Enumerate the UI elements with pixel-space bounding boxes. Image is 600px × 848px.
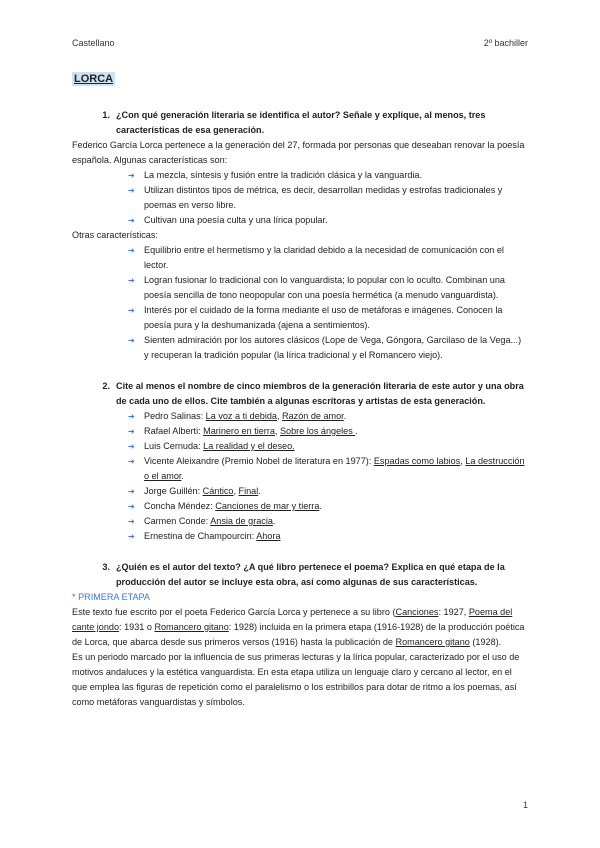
list-item: ➔ Cultivan una poesía culta y una lírica popular. <box>128 213 528 228</box>
authors-list <box>72 409 528 544</box>
author-item: ➔ Concha Méndez: Canciones de mar y tierra. <box>128 499 528 514</box>
work-title: Ahora <box>256 531 281 541</box>
header-subject: Castellano <box>72 38 115 48</box>
question-number: 2. <box>102 381 110 391</box>
work-title: Ansia de gracia <box>210 516 273 526</box>
work-title: Espadas como labios <box>373 456 461 466</box>
question-text: ¿Quién es el autor del texto? ¿A qué libro pertenece el poema? Explica en qué etapa de la producción del autor se incluye esta obra, así como algunas de sus características. <box>116 562 505 587</box>
others-label: Otras características: <box>72 230 158 240</box>
author-item: ➔ Jorge Guillén: Cántico, Final. <box>128 484 528 499</box>
answer-paragraph-1: Este texto fue escrito por el poeta Federico García Lorca y pertenece a su libro (Canciones: 1927, Poema del cante jondo: 1931 o Romancero gitano: 1928) incluida en la primera etapa (1916-1928) de la producción poética de Lorca, que abarca desde sus primeros versos (1916) hasta la publicación de Romancero gitano (1928). <box>72 607 525 647</box>
author-name: Vicente Aleixandre (Premio Nobel de literatura en 1977): <box>144 456 374 466</box>
author-name: Luis Cernuda: <box>144 441 204 451</box>
answer-intro: Federico García Lorca pertenece a la generación del 27, formada por personas que deseaban renovar la poesía española. Algunas características son: <box>72 140 525 165</box>
work-title: La realidad y el deseo. <box>203 441 295 451</box>
document-title: LORCA <box>74 73 114 85</box>
answer-paragraph-2: Es un periodo marcado por la influencia de sus primeras lecturas y la lírica popular, caracterizado por el uso de motivos andaluces y la estética vanguardista. En esta etapa utiliza un lenguaje claro y cercano al lector, en el que emplea las figuras de repetición como el paralelismo o los estribillos para dotar de ritmo a los poemas, así como metáforas vanguardistas y símbolos. <box>72 652 520 707</box>
author-name: Carmen Conde: <box>144 516 211 526</box>
list-item: ➔ Sienten admiración por los autores clásicos (Lope de Vega, Góngora, Garcilaso de la Vega...) y recuperan la tradición popular (la lírica tradicional y el Romancero viejo). <box>128 333 528 363</box>
work-title: Sobre los ángeles <box>279 426 356 436</box>
characteristics-list <box>72 168 528 228</box>
list-item: ➔ Equilibrio entre el hermetismo y la claridad debido a la necesidad de comunicación con el lector. <box>128 243 528 273</box>
author-item <box>128 529 528 544</box>
author-item: ➔ Vicente Aleixandre (Premio Nobel de literatura en 1977): Espadas como labios, La destrucción o el amor. <box>128 454 528 484</box>
list-item: ➔ Interés por el cuidado de la forma mediante el uso de metáforas e imágenes. Conocen la poesía pura y la deshumanizada (ajena a sentimientos). <box>128 303 528 333</box>
question-number: 1. <box>102 110 110 120</box>
author-item: ➔ Carmen Conde: Ansia de gracia. <box>128 514 528 529</box>
work-title: Final <box>238 486 259 496</box>
header-course: 2º bachiller <box>483 38 528 48</box>
work-title: Canciones de mar y tierra <box>215 501 320 511</box>
author-name: Jorge Guillén: <box>144 486 203 496</box>
author-name: Rafael Alberti: <box>144 426 204 436</box>
author-name: Concha Méndez: <box>144 501 216 511</box>
list-item: ➔ La mezcla, síntesis y fusión entre la tradición clásica y la vanguardia. <box>128 168 528 183</box>
author-item: ➔ Rafael Alberti: Marinero en tierra, Sobre los ángeles . <box>128 424 528 439</box>
list-item: ➔ Utilizan distintos tipos de métrica, es decir, desarrollan medidas y estrofas tradicionales y poemas en verso libre. <box>128 183 528 213</box>
question-2 <box>72 379 528 409</box>
stage-label: * PRIMERA ETAPA <box>72 592 150 602</box>
question-text: ¿Con qué generación literaria se identifica el autor? Señale y explique, al menos, tres características de esa generación. <box>116 110 486 135</box>
work-title: Marinero en tierra <box>203 426 275 436</box>
page-number: 1 <box>522 800 528 810</box>
question-text: Cite al menos el nombre de cinco miembros de la generación literaria de este autor y una obra de cada uno de ellos. Cite también a algunas escritoras y artistas de esta generación. <box>116 381 524 406</box>
author-item: ➔ Pedro Salinas: La voz a ti debida, Razón de amor. <box>128 409 528 424</box>
work-title: La voz a ti debida <box>205 411 277 421</box>
work-title: La destrucción o el amor <box>144 456 525 481</box>
document-body <box>72 104 528 710</box>
work-title: Romancero gitano <box>395 637 470 647</box>
work-title: Cántico <box>202 486 234 496</box>
question-3 <box>72 560 528 590</box>
author-name: Pedro Salinas: <box>144 411 206 421</box>
author-item <box>128 439 528 454</box>
work-title: Canciones <box>395 607 439 617</box>
question-number: 3. <box>102 562 110 572</box>
author-name: Ernestina de Champourcin: <box>144 531 257 541</box>
work-title: Poema del cante jondo <box>72 607 513 632</box>
list-item: ➔ Logran fusionar lo tradicional con lo vanguardista; lo popular con lo oculto. Combinan una poesía sencilla de tono neopopular con una poesía hermética (a menudo vanguardista). <box>128 273 528 303</box>
question-1 <box>72 108 528 138</box>
work-title: Romancero gitano <box>154 622 229 632</box>
other-characteristics-list <box>72 243 528 363</box>
work-title: Razón de amor <box>282 411 344 421</box>
